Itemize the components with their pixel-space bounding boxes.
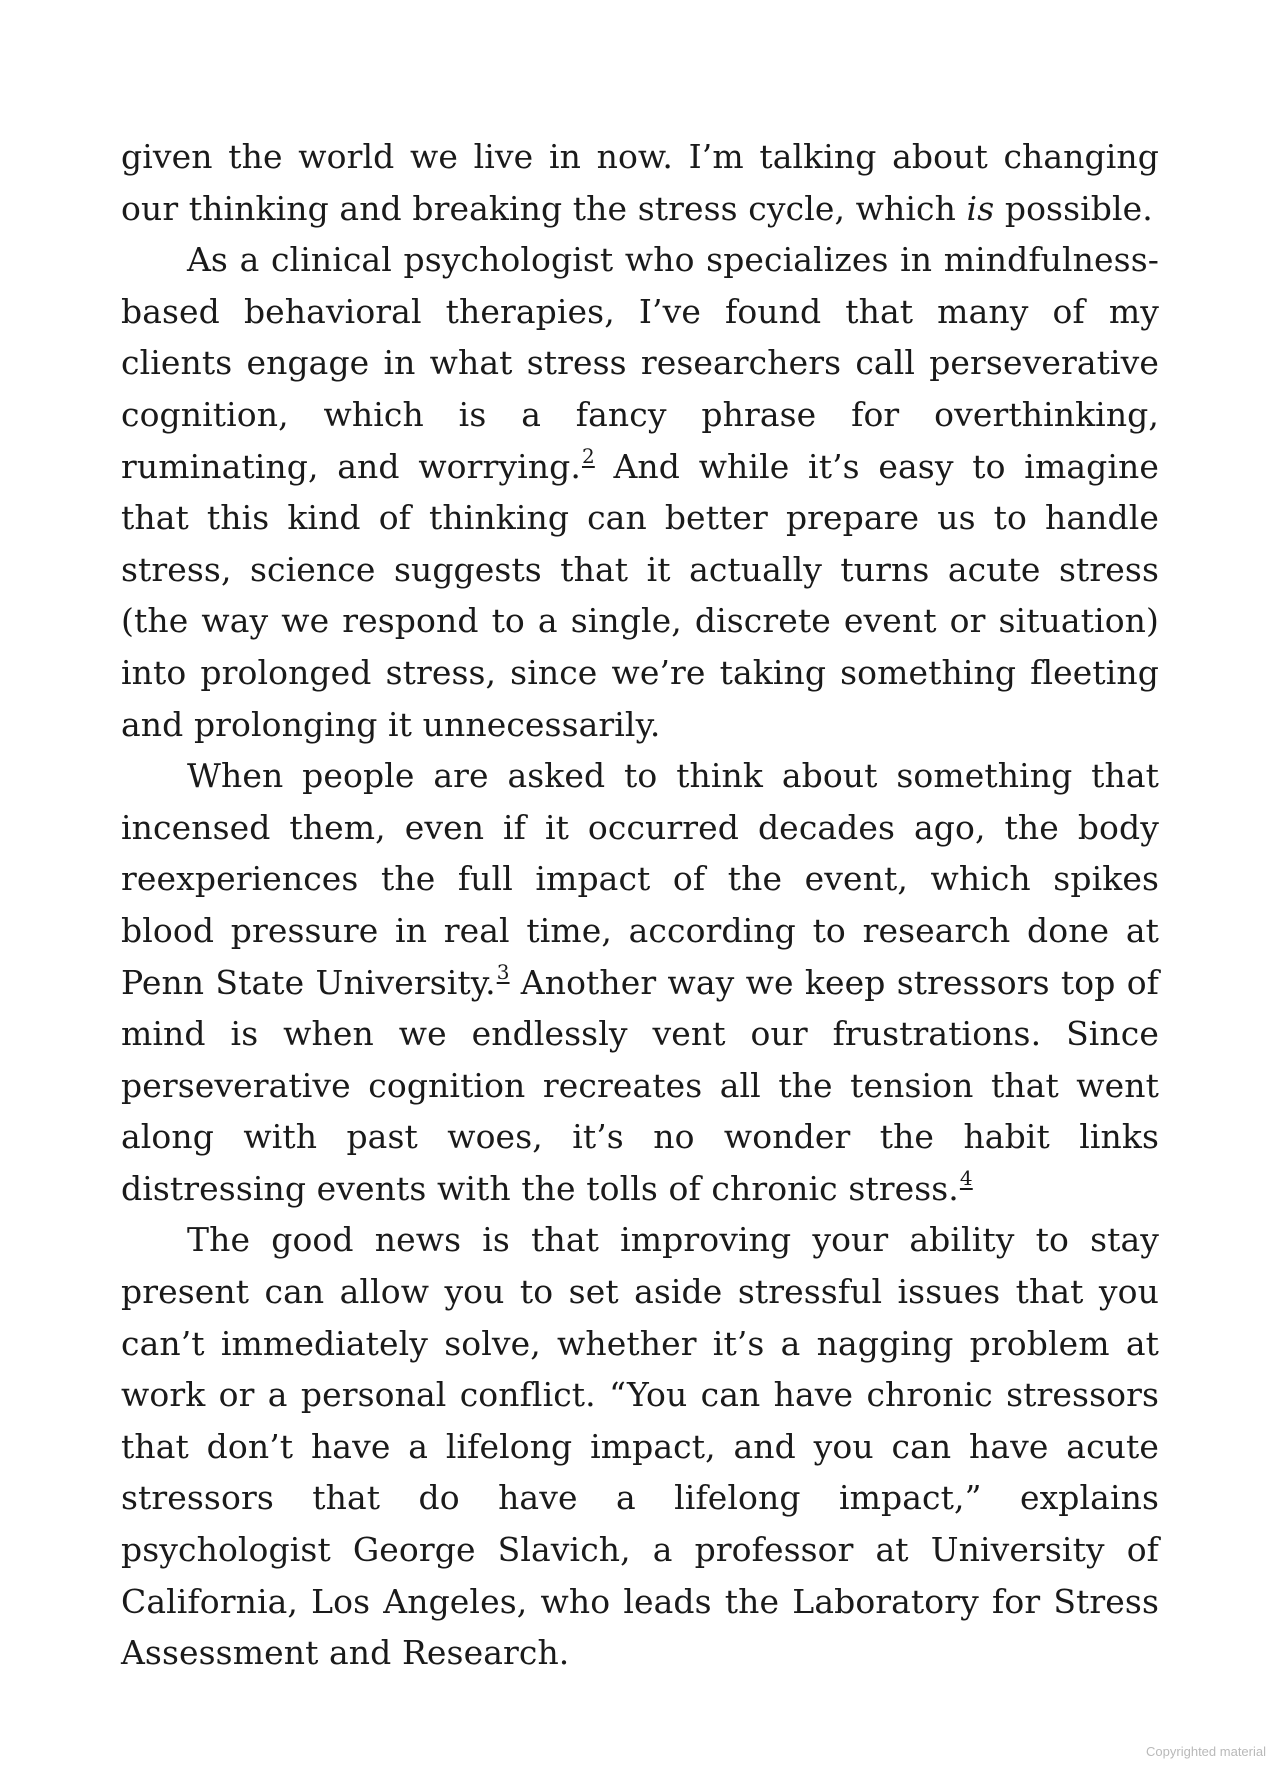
paragraph-4 — [121, 1214, 1159, 1678]
paragraph-1-text-a: given the world we live in now. I’m talking about changing our thinking and breaking the stress cycle, which — [121, 137, 1159, 228]
paragraph-3 — [121, 750, 1159, 1214]
paragraph-3-text-a: When people are asked to think about something that incensed them, even if it occurred decades ago, the body reexperiences the full impact of the event, which spikes blood pressure in real time, according to research done at Penn State University. — [121, 756, 1159, 1002]
paragraph-1 — [121, 131, 1159, 234]
page-body — [121, 131, 1159, 1679]
paragraph-4-text: The good news is that improving your ability to stay present can allow you to set aside stressful issues that you can’t immediately solve, whether it’s a nagging problem at work or a personal conflict. “You can have chronic stressors that don’t have a lifelong impact, and you can have acute stressors that do have a lifelong impact,” explains psychologist George Slavich, a professor at University of California, Los Angeles, who leads the Laboratory for Stress Assessment and Research. — [121, 1220, 1159, 1673]
paragraph-2 — [121, 234, 1159, 750]
copyright-watermark: Copyrighted material — [1146, 1744, 1266, 1759]
paragraph-2-text-b: And while it’s easy to imagine that this kind of thinking can better prepare us to handle stress, science suggests that it actually turns acute stress (the way we respond to a single, discrete event or situation) into prolonged stress, since we’re taking something fleeting and prolonging it unnecessarily. — [121, 446, 1159, 744]
paragraph-1-emphasis: is — [966, 188, 995, 228]
footnote-ref-2[interactable]: 2 — [581, 443, 595, 468]
paragraph-3-text-b: Another way we keep stressors top of mind is when we endlessly vent our frustrations. Since perseverative cognition recreates all the tension that went along with past woes, it’s no wonder the habit links distressing events with the tolls of chronic stress. — [121, 962, 1159, 1208]
footnote-ref-3[interactable]: 3 — [496, 959, 510, 984]
paragraph-2-text-a: As a clinical psychologist who specializes in mindfulness-based behavioral therapies, I’ve found that many of my clients engage in what stress researchers call perseverative cognition, which is a fancy phrase for overthinking, ruminating, and worrying. — [121, 240, 1159, 486]
paragraph-1-text-b: possible. — [994, 188, 1153, 228]
footnote-ref-4[interactable]: 4 — [959, 1165, 973, 1190]
